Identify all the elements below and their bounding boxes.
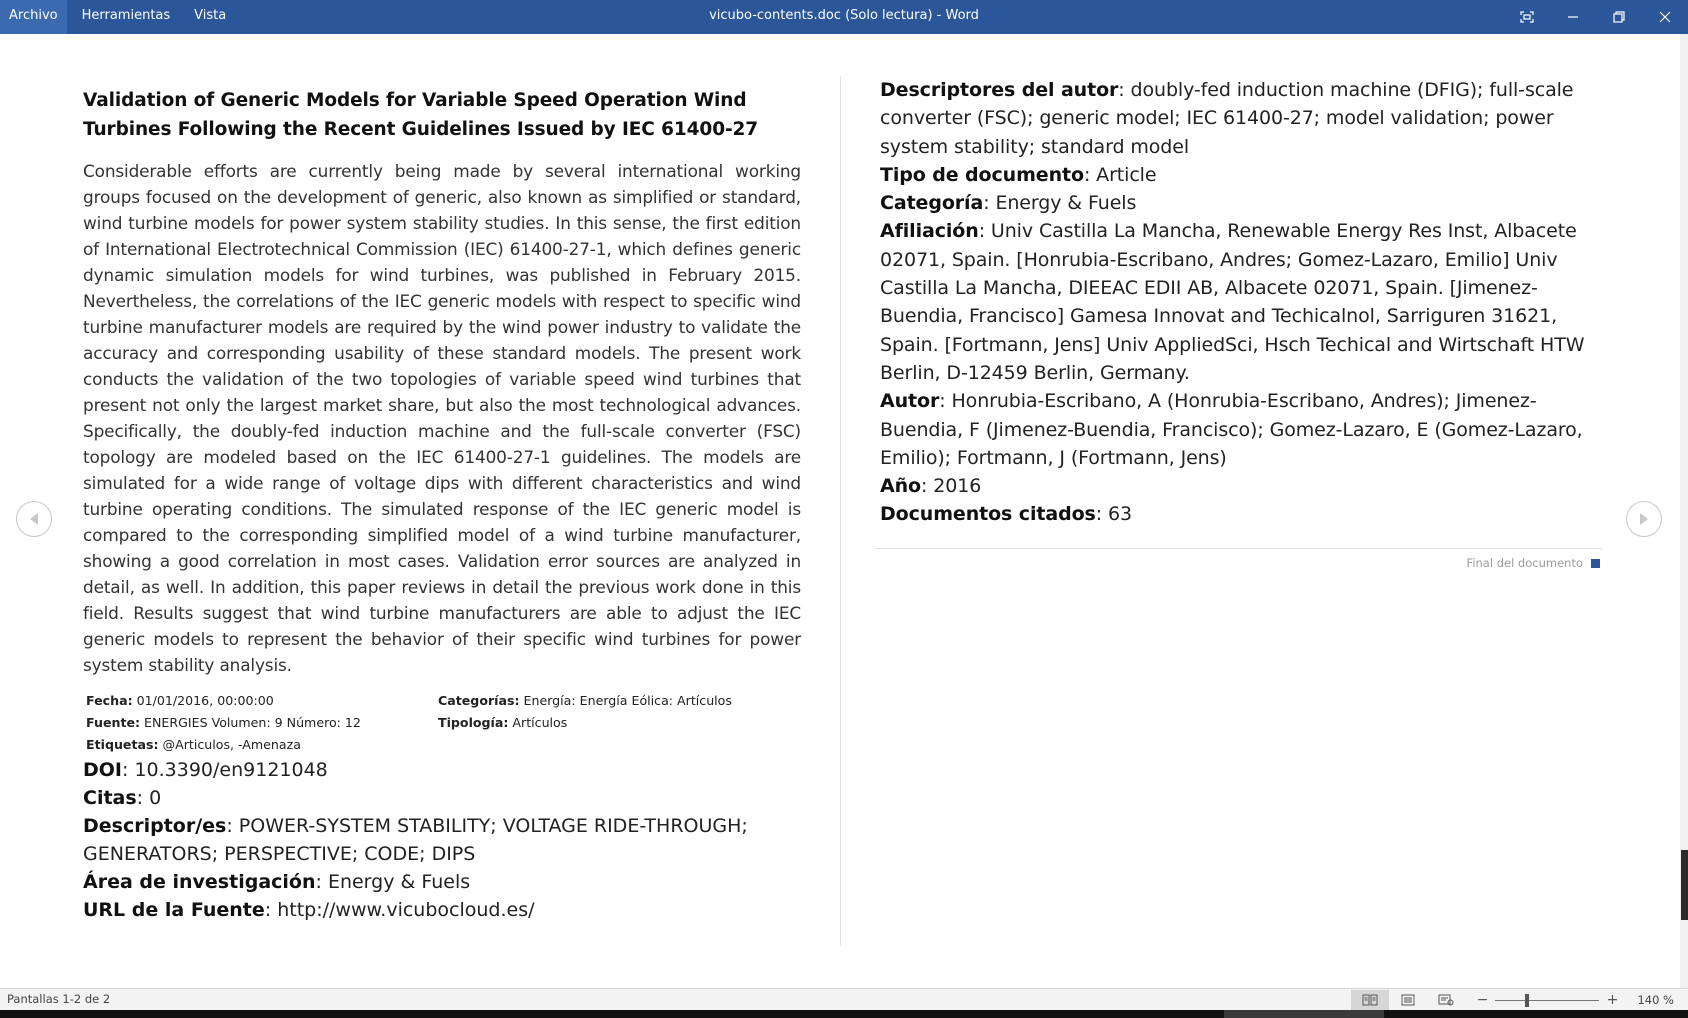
read-mode-icon	[1362, 994, 1378, 1006]
taskbar-strip	[0, 1010, 1688, 1018]
print-layout-icon	[1401, 994, 1415, 1006]
screen-count: Pantallas 1-2 de 2	[7, 992, 111, 1006]
menu-bar	[0, 0, 235, 34]
field-afiliacion: Afiliación: Univ Castilla La Mancha, Renewable Energy Res Inst, Albacete 02071, Spain. [Honrubia-Escribano, Andres; Gomez-Lazaro, Emilio] Univ Castilla La Mancha, DIEEAC EDII AB, Albacete 02071, Spain. [Jimenez-Buendia, Francisco] Gamesa Innovat and Techicalnol, Sarriguren 31621, Spain. [Fortmann, Jens] Univ AppliedSci, Hsch Techical and Wirtschaft HTW Berlin, D-12459 Berlin, Germany.	[880, 220, 1585, 384]
minimize-icon	[1567, 11, 1579, 23]
status-bar	[0, 988, 1688, 1010]
zoom-track	[1495, 1000, 1599, 1001]
vertical-scrollbar[interactable]	[1680, 34, 1688, 988]
zoom-in-button[interactable]: +	[1606, 992, 1619, 1008]
scrollbar-thumb[interactable]	[1681, 850, 1688, 920]
print-layout-button[interactable]	[1389, 990, 1427, 1011]
fields-left	[83, 756, 801, 924]
zoom-slider[interactable]	[1495, 990, 1599, 1011]
field-descriptores: Descriptor/es: POWER-SYSTEM STABILITY; VOLTAGE RIDE-THROUGH; GENERATORS; PERSPECTIVE; CODE; DIPS	[83, 815, 748, 865]
page-left	[83, 86, 801, 924]
focus-mode-button[interactable]	[1504, 0, 1550, 34]
page-right	[880, 76, 1600, 529]
zoom-level[interactable]: 140 %	[1637, 993, 1674, 1007]
meta-categorias: Categorías: Energía: Energía Eólica: Artículos	[438, 693, 732, 708]
end-of-document-icon	[1591, 559, 1600, 568]
taskbar-highlight	[1224, 1010, 1384, 1018]
restore-button[interactable]	[1596, 0, 1642, 34]
next-page-button[interactable]	[1626, 501, 1662, 537]
end-of-document: Final del documento	[1400, 556, 1600, 570]
arrow-right-icon	[1638, 512, 1650, 526]
zoom-thumb[interactable]	[1525, 994, 1529, 1007]
end-rule	[875, 548, 1603, 549]
column-divider	[840, 76, 841, 946]
close-icon	[1659, 11, 1671, 23]
focus-mode-icon	[1520, 11, 1534, 23]
document-area	[0, 34, 1688, 988]
meta-tipologia: Tipología: Artículos	[438, 715, 568, 730]
view-controls	[1351, 989, 1674, 1011]
menu-tools[interactable]: Herramientas	[81, 8, 171, 23]
menu-file[interactable]: Archivo	[0, 0, 67, 34]
field-url: URL de la Fuente: http://www.vicubocloud.es/	[83, 899, 535, 921]
metadata-block	[86, 690, 801, 756]
field-citas: Citas: 0	[83, 787, 162, 809]
field-categoria: Categoría: Energy & Fuels	[880, 192, 1137, 215]
web-layout-button[interactable]	[1427, 990, 1465, 1011]
restore-icon	[1613, 11, 1625, 23]
field-autor: Autor: Honrubia-Escribano, A (Honrubia-Escribano, Andres); Jimenez-Buendia, F (Jimenez-Buendia, Francisco); Gomez-Lazaro, E (Gomez-Lazaro, Emilio); Fortmann, J (Fortmann, Jens)	[880, 390, 1583, 469]
field-doi: DOI: 10.3390/en9121048	[83, 759, 328, 781]
read-mode-button[interactable]	[1351, 990, 1389, 1011]
document-title: Validation of Generic Models for Variable Speed Operation Wind Turbines Following the Recent Guidelines Issued by IEC 61400-27	[83, 90, 759, 140]
abstract-text: Considerable efforts are currently being made by several international working groups focused on the development of generic, also known as simplified or standard, wind turbine models for power system stability studies. In this sense, the first edition of International Electrotechnical Commission (IEC) 61400-27-1, which defines generic dynamic simulation models for wind turbines, was published in February 2015. Nevertheless, the correlations of the IEC generic models with respect to specific wind turbine manufacturer models are required by the wind power industry to validate the accuracy and corresponding usability of these standard models. The present work conducts the validation of the two topologies of variable speed wind turbines that present not only the largest market share, but also the most technological advances. Specifically, the doubly-fed induction machine and the full-scale converter (FSC) topology are modeled based on the IEC 61400-27-1 guidelines. The models are simulated for a wide range of voltage dips with different characteristics and wind turbine operating conditions. The simulated response of the IEC generic model is compared to the corresponding simplified model of a wind turbine manufacturer, showing a good correlation in most cases. Validation error sources are analyzed in detail, as well. In addition, this paper reviews in detail the previous work done in this field. Results suggest that wind turbine manufacturers are able to adjust the IEC generic models to represent the behavior of their specific wind turbines for power system stability analysis.	[83, 161, 801, 675]
menu-view[interactable]: Vista	[194, 8, 227, 23]
minimize-button[interactable]	[1550, 0, 1596, 34]
arrow-left-icon	[28, 512, 40, 526]
previous-page-button[interactable]	[16, 501, 52, 537]
web-layout-icon	[1438, 994, 1454, 1006]
zoom-out-button[interactable]: −	[1476, 992, 1489, 1008]
meta-etiquetas: Etiquetas: @Articulos, -Amenaza	[86, 737, 301, 752]
meta-fuente: Fuente: ENERGIES Volumen: 9 Número: 12	[86, 715, 361, 730]
meta-fecha: Fecha: 01/01/2016, 00:00:00	[86, 693, 274, 708]
field-descriptores-autor: Descriptores del autor: doubly-fed induction machine (DFIG); full-scale converter (FSC); generic model; IEC 61400-27; model validation; power system stability; standard model	[880, 79, 1574, 158]
field-ano: Año: 2016	[880, 475, 982, 498]
window-controls	[1504, 0, 1688, 34]
title-bar	[0, 0, 1688, 34]
close-button[interactable]	[1642, 0, 1688, 34]
field-area: Área de investigación: Energy & Fuels	[83, 871, 471, 893]
field-tipo-documento: Tipo de documento: Article	[880, 163, 1157, 186]
window-title: vicubo-contents.doc (Solo lectura) - Word	[709, 8, 979, 23]
field-documentos-citados: Documentos citados: 63	[880, 503, 1132, 526]
